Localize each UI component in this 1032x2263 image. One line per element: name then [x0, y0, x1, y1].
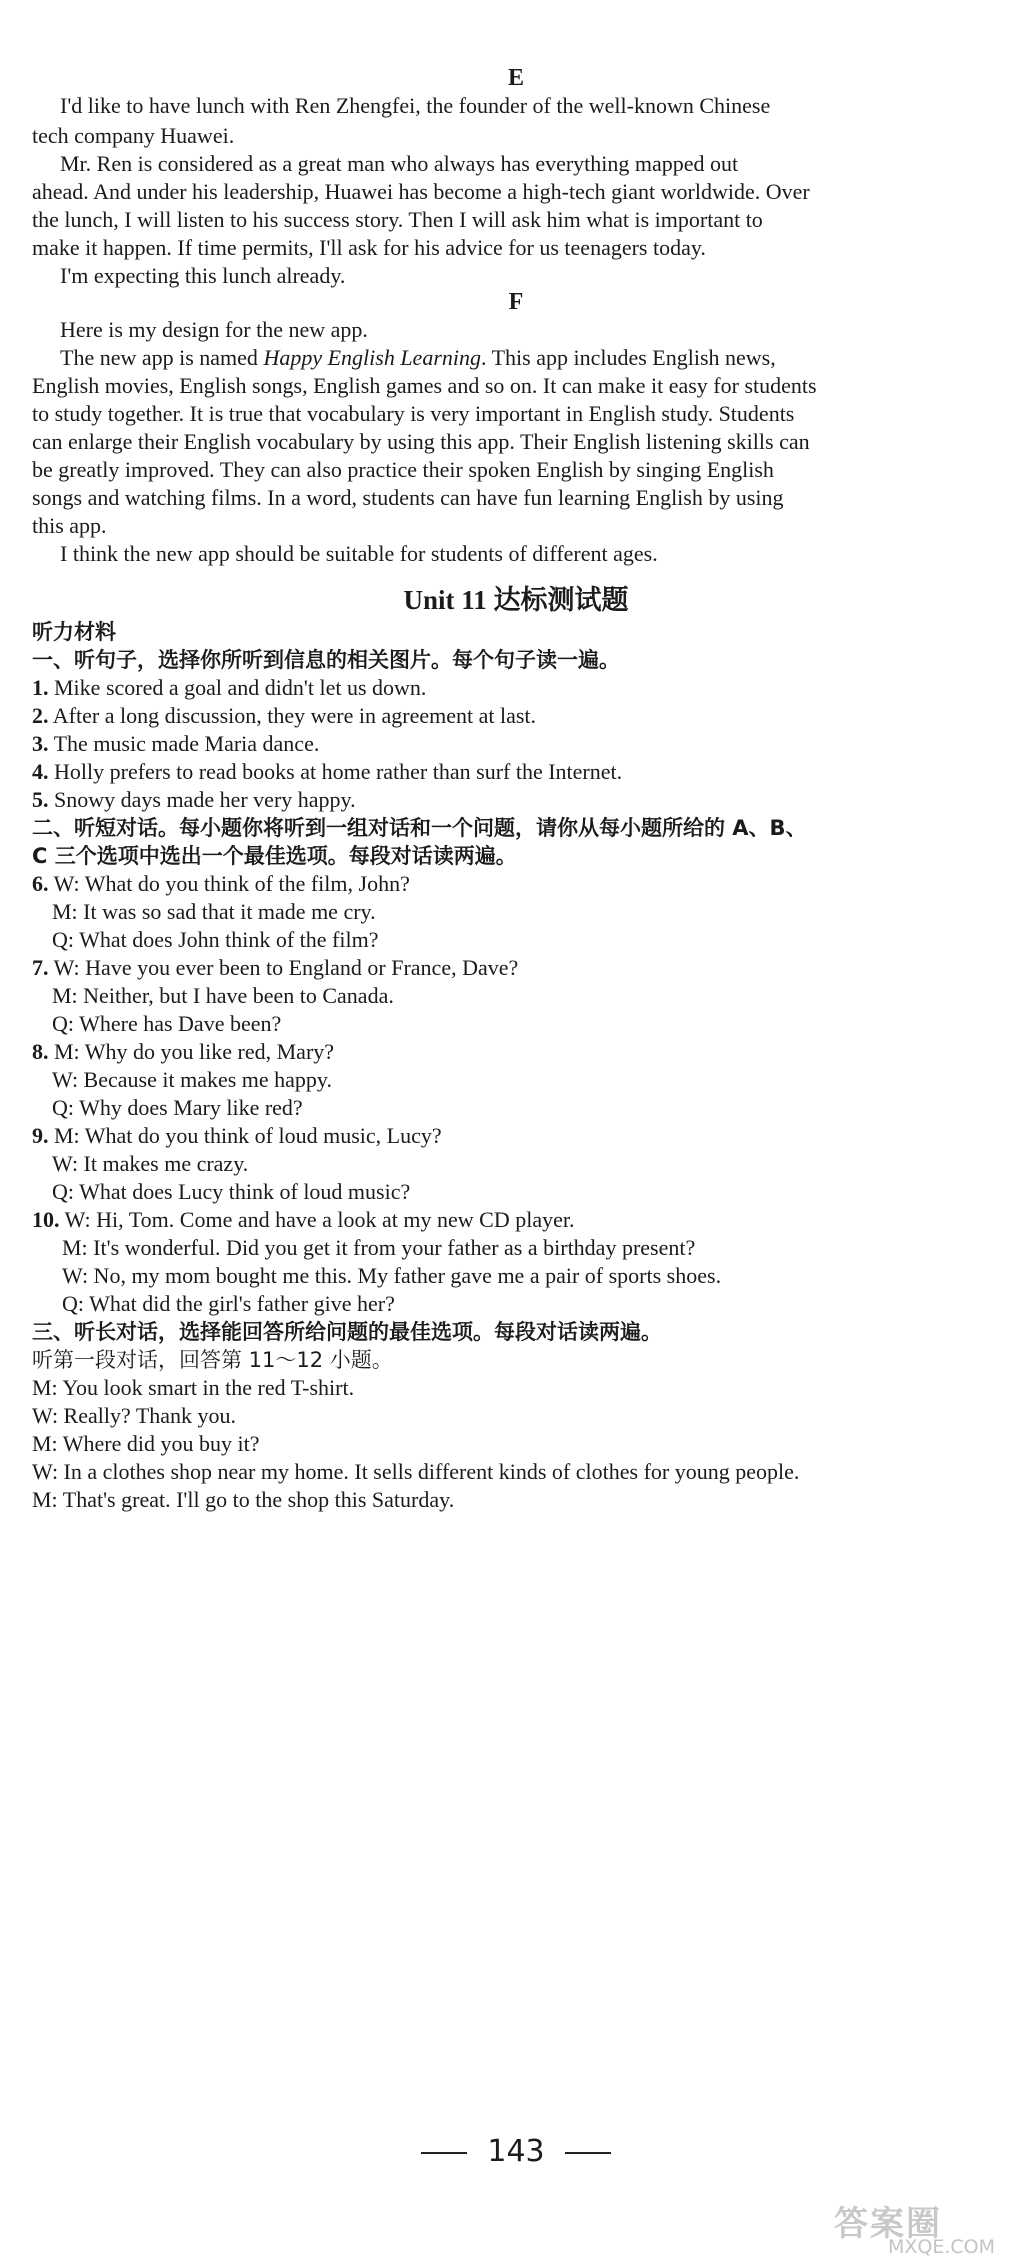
dash-divider — [421, 2152, 467, 2154]
watermark-logo-text: 答案圈 — [834, 2204, 942, 2244]
dialogue-line: 7. W: Have you ever been to England or France, Dave? — [32, 955, 519, 980]
dialogue-line: M: Neither, but I have been to Canada. — [52, 983, 394, 1008]
part2-title: C 三个选项中选出一个最佳选项。每段对话读两遍。 — [32, 844, 517, 868]
part3-title: 三、听长对话，选择能回答所给问题的最佳选项。每段对话读两遍。 — [32, 1320, 662, 1344]
section-f-text: can enlarge their English vocabulary by using this app. Their English listening skills can — [32, 429, 810, 454]
dialogue-line: 8. M: Why do you like red, Mary? — [32, 1039, 335, 1064]
list-item: 3. The music made Maria dance. — [32, 731, 320, 756]
section-f-text: songs and watching films. In a word, students can have fun learning English by using — [32, 485, 784, 510]
section-f-heading: F — [508, 289, 524, 315]
section-f-text: English movies, English songs, English games and so on. It can make it easy for students — [32, 373, 817, 398]
dialogue-line: M: You look smart in the red T-shirt. — [32, 1375, 355, 1400]
dialogue-line: Q: What does Lucy think of loud music? — [52, 1179, 411, 1204]
dialogue-line: W: Because it makes me happy. — [52, 1067, 332, 1092]
dialogue-line: Q: Where has Dave been? — [52, 1011, 282, 1036]
list-item: 2. After a long discussion, they were in agreement at last. — [32, 703, 537, 728]
section-e-text: Mr. Ren is considered as a great man who always has everything mapped out — [60, 151, 739, 176]
page-number: 143 — [0, 2134, 1032, 2170]
section-f-text: to study together. It is true that vocabulary is very important in English study. Students — [32, 401, 795, 426]
section-e-heading: E — [507, 65, 524, 91]
dash-divider — [565, 2152, 611, 2154]
dialogue-line: Q: What does John think of the film? — [52, 927, 379, 952]
dialogue-line: 6. W: What do you think of the film, John? — [32, 871, 410, 896]
dialogue-line: Q: What did the girl's father give her? — [62, 1291, 395, 1316]
section-e-text: make it happen. If time permits, I'll ask for his advice for us teenagers today. — [32, 235, 706, 260]
section-e-text: ahead. And under his leadership, Huawei has become a high-tech giant worldwide. Over — [32, 179, 810, 204]
list-item: 1. Mike scored a goal and didn't let us down. — [32, 675, 427, 700]
watermark-logo — [834, 2196, 1024, 2260]
dialogue-line: 10. W: Hi, Tom. Come and have a look at my new CD player. — [32, 1207, 575, 1232]
watermark-url: MXQE.COM — [888, 2236, 996, 2258]
dialogue-line: M: It's wonderful. Did you get it from your father as a birthday present? — [62, 1235, 696, 1260]
dialogue-line: W: It makes me crazy. — [52, 1151, 249, 1176]
section-e-text: I'm expecting this lunch already. — [60, 263, 346, 288]
dialogue-line: M: That's great. I'll go to the shop this Saturday. — [32, 1487, 455, 1512]
section-e-text: I'd like to have lunch with Ren Zhengfei, the founder of the well-known Chinese — [60, 93, 771, 118]
dialogue-line: W: In a clothes shop near my home. It sells different kinds of clothes for young people. — [32, 1459, 800, 1484]
section-f-text: this app. — [32, 513, 107, 538]
dialogue-line: 9. M: What do you think of loud music, Lucy? — [32, 1123, 442, 1148]
section-e-text: tech company Huawei. — [32, 123, 235, 148]
part2-title: 二、听短对话。每小题你将听到一组对话和一个问题，请你从每小题所给的 A、B、 — [32, 816, 807, 840]
dialogue-line: Q: Why does Mary like red? — [52, 1095, 303, 1120]
listening-label: 听力材料 — [32, 620, 116, 644]
section-f-text: I think the new app should be suitable for students of different ages. — [60, 541, 658, 566]
dialogue-line: M: Where did you buy it? — [32, 1431, 260, 1456]
part1-title: 一、听句子，选择你所听到信息的相关图片。每个句子读一遍。 — [32, 648, 620, 672]
dialogue-line: W: No, my mom bought me this. My father gave me a pair of sports shoes. — [62, 1263, 722, 1288]
list-item: 5. Snowy days made her very happy. — [32, 787, 356, 812]
app-name: Happy English Learning — [263, 345, 481, 370]
list-item: 4. Holly prefers to read books at home rather than surf the Internet. — [32, 759, 623, 784]
section-f-text: The new app is named Happy English Learning. This app includes English news, — [60, 345, 776, 370]
unit-title: Unit 11 达标测试题 — [403, 585, 629, 615]
part3-subtitle: 听第一段对话，回答第 11～12 小题。 — [32, 1348, 393, 1372]
section-e-text: the lunch, I will listen to his success story. Then I will ask him what is important to — [32, 207, 763, 232]
dialogue-line: M: It was so sad that it made me cry. — [52, 899, 376, 924]
section-f-text: be greatly improved. They can also practice their spoken English by singing English — [32, 457, 774, 482]
dialogue-line: W: Really? Thank you. — [32, 1403, 237, 1428]
section-f-text: Here is my design for the new app. — [60, 317, 368, 342]
